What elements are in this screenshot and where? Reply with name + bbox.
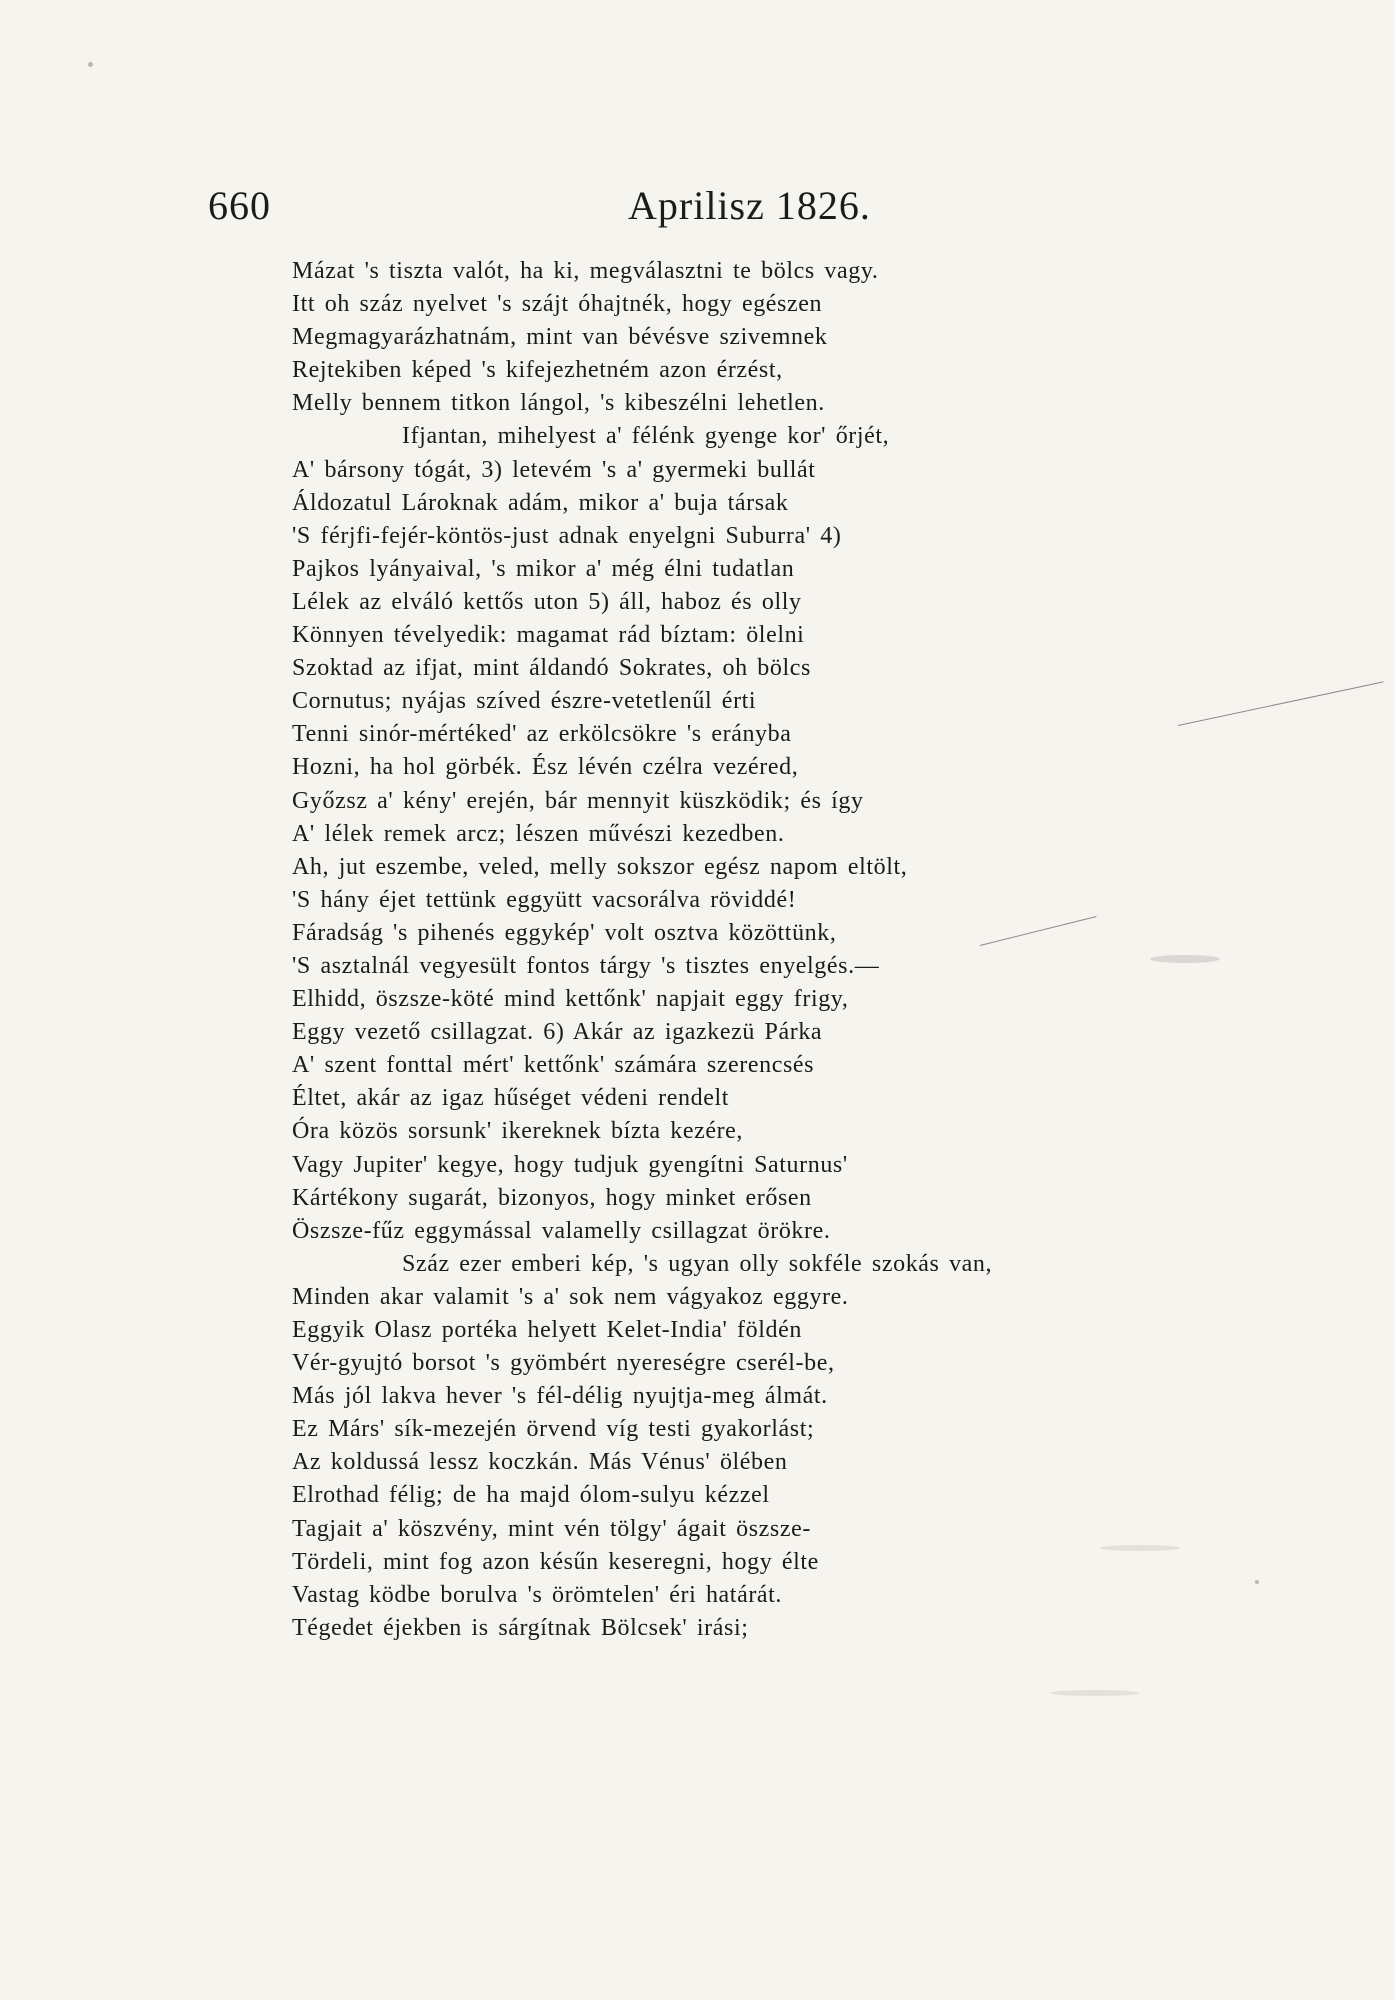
poem-line: Vér-gyujtó borsot 's gyömbért nyereségre cserél-be, xyxy=(292,1350,835,1377)
poem-line: Ah, jut eszembe, veled, melly sokszor egész napom eltölt, xyxy=(292,853,908,880)
poem-line: A' bársony tógát, 3) letevém 's a' gyermeki bullát xyxy=(292,456,816,483)
poem-line: Vagy Jupiter' kegye, hogy tudjuk gyengítni Saturnus' xyxy=(292,1151,848,1178)
poem-line: Pajkos lyányaival, 's mikor a' még élni tudatlan xyxy=(292,555,795,582)
poem-line: Könnyen tévelyedik: magamat rád bíztam: ölelni xyxy=(292,622,805,649)
poem-line: Eggy vezető csillagzat. 6) Akár az igazkezü Párka xyxy=(292,1019,823,1046)
poem-line: Eggyik Olasz portéka helyett Kelet-India' földén xyxy=(292,1317,802,1343)
page-number: 660 xyxy=(208,183,271,228)
poem-line: A' lélek remek arcz; lészen művészi kezedben. xyxy=(292,820,785,847)
poem-line: 'S hány éjet tettünk eggyütt vacsorálva röviddé! xyxy=(292,886,797,913)
poem-line: Az koldussá lessz koczkán. Más Vénus' ölében xyxy=(292,1449,788,1476)
poem-line: A' szent fonttal mért' kettőnk' számára szerencsés xyxy=(292,1052,815,1079)
page-header xyxy=(208,176,1188,236)
poem-line: Győzsz a' kény' erején, bár mennyit küszködik; és így xyxy=(292,787,864,814)
running-title: Aprilisz 1826. xyxy=(628,183,871,228)
poem-line: Vastag ködbe borulva 's örömtelen' éri határát. xyxy=(292,1581,783,1608)
poem-line: 'S férjfi-fejér-köntös-just adnak enyelgni Suburra' 4) xyxy=(292,522,842,549)
poem-line: Tenni sinór-mértéked' az erkölcsökre 's erányba xyxy=(292,721,792,748)
poem-line: Rejtekiben képed 's kifejezhetném azon érzést, xyxy=(292,357,783,384)
poem-line: Tördeli, mint fog azon késűn keseregni, hogy élte xyxy=(292,1548,819,1575)
poem-line: Éltet, akár az igaz hűséget védeni rendelt xyxy=(292,1085,730,1112)
poem-line: Melly bennem titkon lángol, 's kibeszélni lehetlen. xyxy=(292,390,825,417)
poem-line: Mázat 's tiszta valót, ha ki, megválasztni te bölcs vagy. xyxy=(292,258,879,284)
poem-text xyxy=(292,255,1242,1645)
scan-speck xyxy=(1150,955,1220,963)
poem-line: Áldozatul Lároknak adám, mikor a' buja társak xyxy=(292,489,789,516)
poem-line: Kártékony sugarát, bizonyos, hogy minket erősen xyxy=(292,1184,812,1211)
poem-line: Itt oh száz nyelvet 's szájt óhajtnék, hogy egészen xyxy=(292,291,823,318)
poem-line: Más jól lakva hever 's fél-délig nyujtja-meg álmát. xyxy=(292,1383,828,1410)
poem-line: Elrothad félig; de ha majd ólom-sulyu kézzel xyxy=(292,1482,770,1509)
poem-line: Szoktad az ifjat, mint áldandó Sokrates, oh bölcs xyxy=(292,655,811,682)
poem-line: Cornutus; nyájas szíved észre-vetetlenűl érti xyxy=(292,688,757,715)
poem-line: Hozni, ha hol görbék. Ész lévén czélra vezéred, xyxy=(292,754,799,781)
poem-line: Tégedet éjekben is sárgítnak Bölcsek' irási; xyxy=(292,1614,749,1641)
poem-line: Óra közös sorsunk' ikereknek bízta kezére, xyxy=(292,1118,744,1145)
scan-speck xyxy=(1255,1580,1259,1584)
poem-line: 'S asztalnál vegyesült fontos tárgy 's tisztes enyelgés.— xyxy=(292,952,880,979)
poem-line: Öszsze-fűz eggymással valamelly csillagzat örökre. xyxy=(292,1217,831,1244)
poem-line: Minden akar valamit 's a' sok nem vágyakoz eggyre. xyxy=(292,1283,849,1310)
poem-line: Száz ezer emberi kép, 's ugyan olly sokféle szokás van, xyxy=(402,1250,993,1277)
poem-line: Fáradság 's pihenés eggykép' volt osztva közöttünk, xyxy=(292,919,837,946)
poem-line: Elhidd, öszsze-köté mind kettőnk' napjait eggy frigy, xyxy=(292,986,849,1013)
poem-line: Ez Márs' sík-mezején örvend víg testi gyakorlást; xyxy=(292,1416,815,1443)
scan-speck xyxy=(88,62,93,67)
scan-speck xyxy=(1050,1690,1140,1696)
poem-line: Ifjantan, mihelyest a' félénk gyenge kor' őrjét, xyxy=(402,423,890,450)
poem-line: Tagjait a' köszvény, mint vén tölgy' ágait öszsze- xyxy=(292,1515,811,1542)
poem-line: Lélek az elváló kettős uton 5) áll, haboz és olly xyxy=(292,588,802,615)
poem-line: Megmagyarázhatnám, mint van bévésve szivemnek xyxy=(292,324,828,351)
scan-speck xyxy=(1100,1545,1180,1551)
